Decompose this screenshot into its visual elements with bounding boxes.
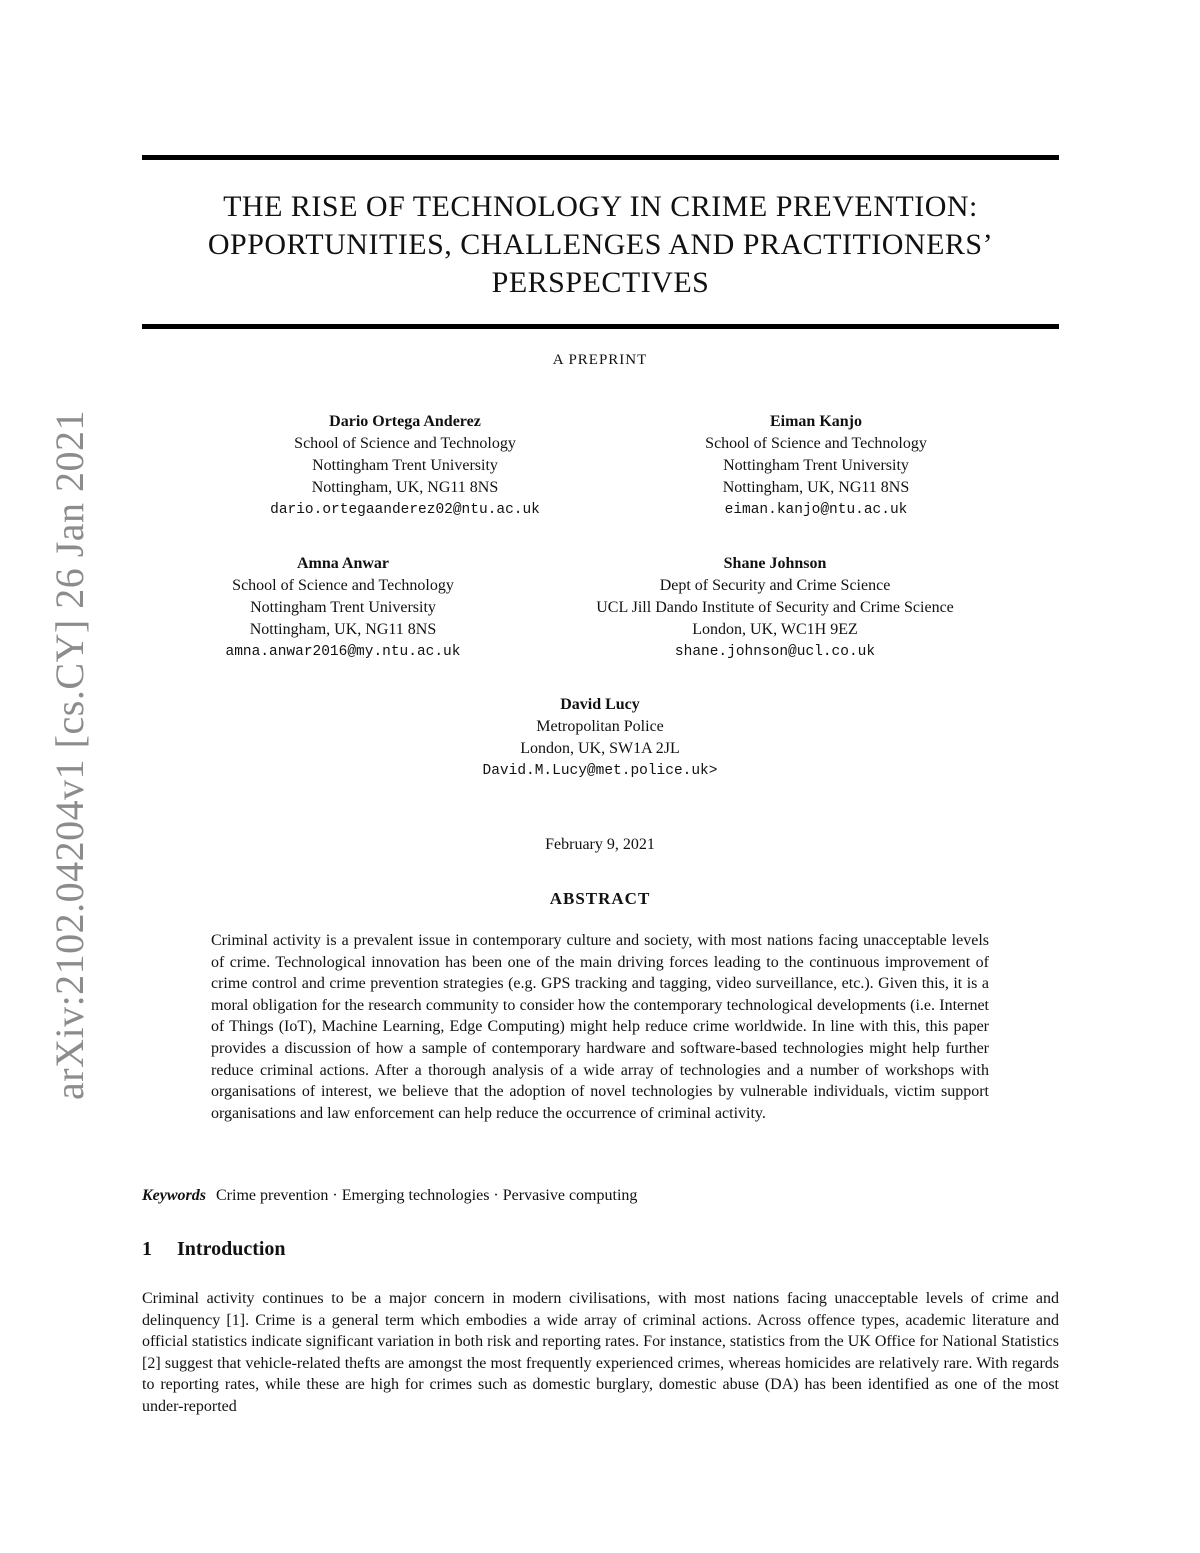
author-email[interactable]: eiman.kanjo@ntu.ac.uk [724,502,908,518]
author-affiliation: School of Science and Technology [232,577,454,594]
author-affiliation: Nottingham, UK, NG11 8NS [249,621,437,638]
author-email[interactable]: amna.anwar2016@my.ntu.ac.uk [225,644,461,660]
author-block [616,411,1016,521]
author-affiliation: Nottingham, UK, NG11 8NS [722,479,910,496]
title-line: PERSPECTIVES [491,266,710,299]
author-affiliation: Nottingham Trent University [723,457,909,474]
keywords-text: Crime prevention · Emerging technologies · Pervasive computing [216,1187,638,1204]
author-block [400,694,800,782]
publication-date: February 9, 2021 [545,836,655,853]
author-email[interactable]: shane.johnson@ucl.co.uk [674,644,876,660]
section-number: 1 [142,1238,152,1260]
author-affiliation: Metropolitan Police [536,718,664,735]
keywords [142,1187,1059,1205]
author-block [143,553,543,663]
author-name: David Lucy [560,696,640,713]
author-affiliation: School of Science and Technology [294,435,516,452]
author-name: Amna Anwar [296,555,389,572]
author-affiliation: Nottingham Trent University [312,457,498,474]
title-line: THE RISE OF TECHNOLOGY IN CRIME PREVENTION: [223,190,978,223]
title-rule-bottom [142,324,1059,329]
abstract-text: Criminal activity is a prevalent issue in contemporary culture and society, with most nations facing unacceptable levels of crime. Technological innovation has been one of the main driving forces leading to the continuous improvement of crime control and crime prevention strategies (e.g. GPS tracking and tagging, video surveillance, etc.). Given this, it is a moral obligation for the research community to consider how the contemporary technological developments (i.e. Internet of Things (IoT), Machine Learning, Edge Computing) might help reduce crime worldwide. In line with this, this paper provides a discussion of how a sample of contemporary hardware and software-based technologies might help further reduce criminal actions. After a thorough analysis of a wide array of technologies and a number of workshops with organisations of interest, we believe that the adoption of novel technologies by vulnerable individuals, victim support organisations and law enforcement can help reduce the occurrence of criminal activity. [211,932,989,1122]
paper-title [142,188,1059,302]
keywords-label: Keywords [142,1187,206,1204]
introduction-text: Criminal activity continues to be a major concern in modern civilisations, with most nations facing unacceptable levels of crime and delinquency [1]. Crime is a general term which embodies a wide array of criminal actions. Across offence types, academic literature and official statistics indicate significant variation in both risk and reporting rates. For instance, statistics from the UK Office for National Statistics [2] suggest that vehicle-related thefts are amongst the most frequently experienced crimes, whereas homicides are relatively rare. With regards to reporting rates, while these are high for crimes such as domestic burglary, domestic abuse (DA) has been identified as one of the most under-reported [142,1290,1059,1415]
abstract-heading: ABSTRACT [549,889,651,908]
author-block [525,553,1025,663]
title-line: OPPORTUNITIES, CHALLENGES AND PRACTITIONERS’ [207,228,994,261]
section-heading [142,1238,286,1261]
author-name: Dario Ortega Anderez [329,413,481,430]
section-title: Introduction [177,1238,286,1260]
author-affiliation: London, UK, WC1H 9EZ [692,621,858,638]
author-email[interactable]: dario.ortegaanderez02@ntu.ac.uk [270,502,540,518]
preprint-label: A PREPRINT [552,352,648,368]
author-affiliation: School of Science and Technology [705,435,927,452]
author-name: Shane Johnson [723,555,827,572]
author-affiliation: Dept of Security and Crime Science [659,577,891,594]
author-name: Eiman Kanjo [769,413,862,430]
author-block [205,411,605,521]
title-rule-top [142,155,1059,160]
author-email[interactable]: David.M.Lucy@met.police.uk> [482,763,718,779]
author-affiliation: London, UK, SW1A 2JL [520,740,680,757]
arxiv-side-stamp: arXiv:2102.04204v1 [cs.CY] 26 Jan 2021 [47,409,92,1100]
author-affiliation: Nottingham Trent University [250,599,436,616]
author-affiliation: UCL Jill Dando Institute of Security and Crime Science [596,599,954,616]
author-affiliation: Nottingham, UK, NG11 8NS [311,479,499,496]
